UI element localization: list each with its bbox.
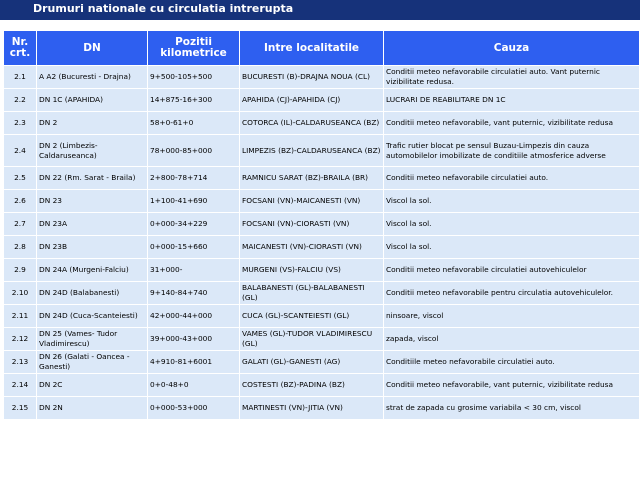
cell-intre: APAHIDA (CJ)-APAHIDA (CJ) xyxy=(240,89,384,112)
cell-dn: DN 23B xyxy=(37,236,148,259)
cell-km: 14+875-16+300 xyxy=(148,89,240,112)
cell-dn: DN 24A (Murgeni-Falciu) xyxy=(37,259,148,282)
cell-cauza: Conditiile meteo nefavorabile circulatiei auto. xyxy=(384,351,640,374)
table-row xyxy=(4,351,640,374)
cell-cauza: zapada, viscol xyxy=(384,328,640,351)
cell-dn: DN 1C (APAHIDA) xyxy=(37,89,148,112)
table-row xyxy=(4,167,640,190)
cell-intre: BUCURESTI (B)-DRAJNA NOUA (CL) xyxy=(240,66,384,89)
table-row xyxy=(4,282,640,305)
cell-km: 78+000-85+000 xyxy=(148,135,240,167)
table-row xyxy=(4,89,640,112)
cell-dn: A A2 (Bucuresti - Drajna) xyxy=(37,66,148,89)
table-row xyxy=(4,305,640,328)
cell-nr: 2.7 xyxy=(4,213,37,236)
cell-dn: DN 22 (Rm. Sarat - Braila) xyxy=(37,167,148,190)
cell-km: 58+0-61+0 xyxy=(148,112,240,135)
cell-intre: FOCSANI (VN)-MAICANESTI (VN) xyxy=(240,190,384,213)
cell-km: 0+000-15+660 xyxy=(148,236,240,259)
table-header-row xyxy=(4,31,640,66)
closures-table xyxy=(3,30,640,420)
cell-dn: DN 24D (Cuca-Scanteiesti) xyxy=(37,305,148,328)
cell-cauza: Conditii meteo nefavorabile, vant puternic, vizibilitate redusa xyxy=(384,374,640,397)
cell-dn: DN 2N xyxy=(37,397,148,420)
header-dn: DN xyxy=(37,31,148,66)
cell-intre: GALATI (GL)-GANESTI (AG) xyxy=(240,351,384,374)
cell-cauza: ninsoare, viscol xyxy=(384,305,640,328)
cell-cauza: Conditii meteo nefavorabile circulatiei autovehiculelor xyxy=(384,259,640,282)
cell-cauza: Trafic rutier blocat pe sensul Buzau-Limpezis din cauza automobilelor imobilizate de conditiile atmosferice adverse xyxy=(384,135,640,167)
cell-dn: DN 2 (Limbezis-Caldaruseanca) xyxy=(37,135,148,167)
cell-km: 9+140-84+740 xyxy=(148,282,240,305)
table-row xyxy=(4,112,640,135)
cell-cauza: Conditii meteo nefavorabile circulatiei auto. xyxy=(384,167,640,190)
title-bar xyxy=(0,0,640,20)
table-row xyxy=(4,66,640,89)
header-intre: Intre localitatile xyxy=(240,31,384,66)
cell-km: 4+910-81+6001 xyxy=(148,351,240,374)
cell-intre: MARTINESTI (VN)-JITIA (VN) xyxy=(240,397,384,420)
cell-intre: RAMNICU SARAT (BZ)-BRAILA (BR) xyxy=(240,167,384,190)
cell-dn: DN 23A xyxy=(37,213,148,236)
header-km: Pozitii kilometrice xyxy=(148,31,240,66)
cell-km: 31+000- xyxy=(148,259,240,282)
cell-nr: 2.14 xyxy=(4,374,37,397)
cell-nr: 2.10 xyxy=(4,282,37,305)
cell-cauza: Viscol la sol. xyxy=(384,190,640,213)
cell-intre: COTORCA (IL)-CALDARUSEANCA (BZ) xyxy=(240,112,384,135)
cell-km: 39+000-43+000 xyxy=(148,328,240,351)
cell-nr: 2.8 xyxy=(4,236,37,259)
cell-nr: 2.15 xyxy=(4,397,37,420)
cell-nr: 2.12 xyxy=(4,328,37,351)
cell-km: 0+0-48+0 xyxy=(148,374,240,397)
cell-intre: VAMES (GL)-TUDOR VLADIMIRESCU (GL) xyxy=(240,328,384,351)
cell-km: 42+000-44+000 xyxy=(148,305,240,328)
cell-cauza: Viscol la sol. xyxy=(384,236,640,259)
cell-intre: LIMPEZIS (BZ)-CALDARUSEANCA (BZ) xyxy=(240,135,384,167)
table-row xyxy=(4,259,640,282)
cell-cauza: Conditii meteo nefavorabile circulatiei auto. Vant puternic vizibilitate redusa. xyxy=(384,66,640,89)
cell-nr: 2.2 xyxy=(4,89,37,112)
page-title: Drumuri nationale cu circulatia intrerupta xyxy=(33,2,294,15)
table-row xyxy=(4,374,640,397)
cell-dn: DN 26 (Galati - Oancea - Ganesti) xyxy=(37,351,148,374)
cell-nr: 2.13 xyxy=(4,351,37,374)
table-row xyxy=(4,135,640,167)
table-row xyxy=(4,236,640,259)
cell-nr: 2.1 xyxy=(4,66,37,89)
cell-intre: MURGENI (VS)-FALCIU (VS) xyxy=(240,259,384,282)
cell-km: 0+000-34+229 xyxy=(148,213,240,236)
cell-cauza: strat de zapada cu grosime variabila < 30 cm, viscol xyxy=(384,397,640,420)
cell-nr: 2.11 xyxy=(4,305,37,328)
header-cauza: Cauza xyxy=(384,31,640,66)
cell-cauza: Conditii meteo nefavorabile pentru circulatia autovehiculelor. xyxy=(384,282,640,305)
cell-km: 1+100-41+690 xyxy=(148,190,240,213)
cell-intre: FOCSANI (VN)-CIORASTI (VN) xyxy=(240,213,384,236)
cell-nr: 2.3 xyxy=(4,112,37,135)
cell-dn: DN 23 xyxy=(37,190,148,213)
table-row xyxy=(4,328,640,351)
cell-km: 2+800-78+714 xyxy=(148,167,240,190)
cell-intre: COSTESTI (BZ)-PADINA (BZ) xyxy=(240,374,384,397)
cell-nr: 2.9 xyxy=(4,259,37,282)
cell-nr: 2.5 xyxy=(4,167,37,190)
table-row xyxy=(4,190,640,213)
cell-km: 9+500-105+500 xyxy=(148,66,240,89)
cell-dn: DN 25 (Vames- Tudor Vladimirescu) xyxy=(37,328,148,351)
cell-cauza: LUCRARI DE REABILITARE DN 1C xyxy=(384,89,640,112)
cell-km: 0+000-53+000 xyxy=(148,397,240,420)
cell-intre: BALABANESTI (GL)-BALABANESTI (GL) xyxy=(240,282,384,305)
cell-cauza: Viscol la sol. xyxy=(384,213,640,236)
cell-dn: DN 2C xyxy=(37,374,148,397)
cell-dn: DN 24D (Balabanesti) xyxy=(37,282,148,305)
cell-intre: CUCA (GL)-SCANTEIESTI (GL) xyxy=(240,305,384,328)
table-row xyxy=(4,397,640,420)
table-row xyxy=(4,213,640,236)
cell-intre: MAICANESTI (VN)-CIORASTI (VN) xyxy=(240,236,384,259)
cell-dn: DN 2 xyxy=(37,112,148,135)
header-nr: Nr. crt. xyxy=(4,31,37,66)
cell-nr: 2.6 xyxy=(4,190,37,213)
cell-cauza: Conditii meteo nefavorabile, vant puternic, vizibilitate redusa xyxy=(384,112,640,135)
cell-nr: 2.4 xyxy=(4,135,37,167)
